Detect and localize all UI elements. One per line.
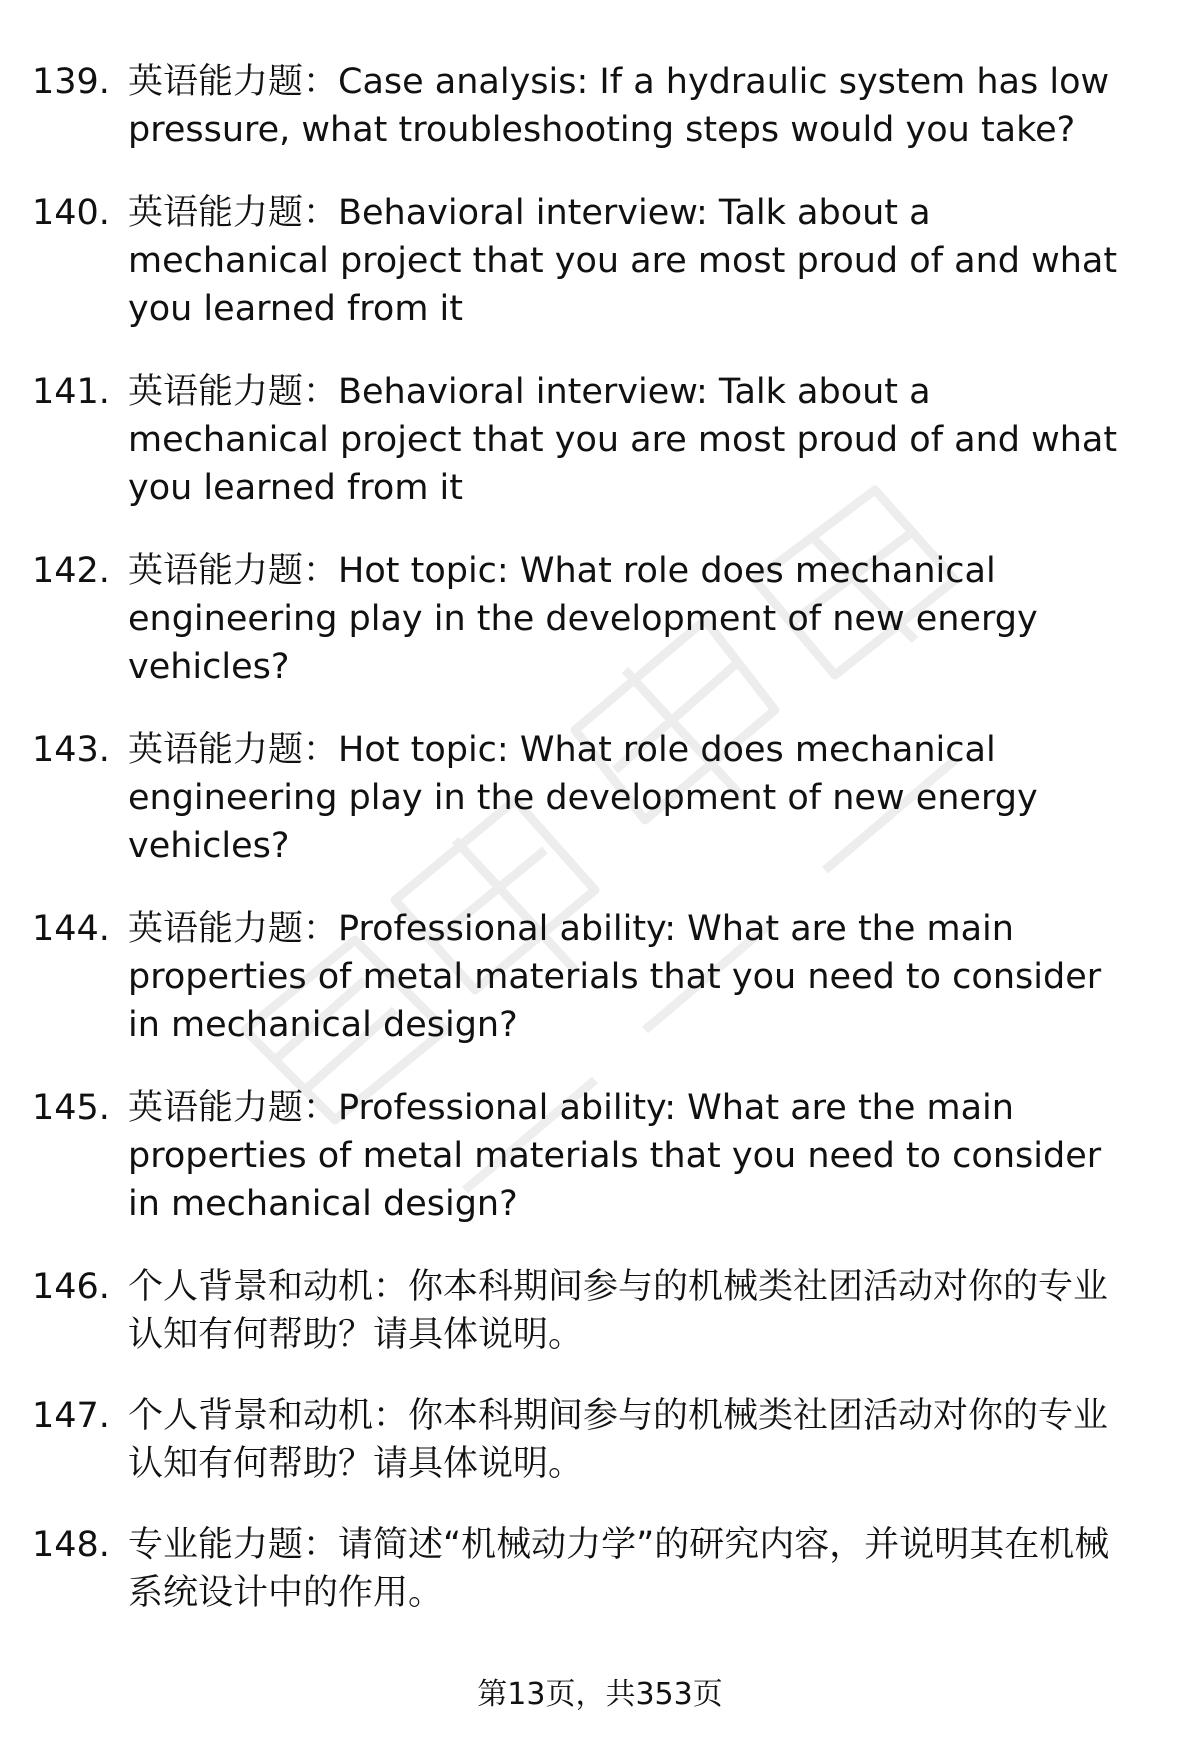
question-category: 英语能力题：	[128, 730, 339, 770]
question-item	[0, 58, 1200, 154]
question-list	[0, 58, 1200, 1650]
question-number: 146.	[32, 1267, 110, 1307]
question-text: 你本科期间参与的机械类社团活动对你的专业认知有何帮助？请具体说明。	[128, 1396, 1109, 1484]
question-text: Behavioral interview: Talk about a mechanical project that you are most proud of and what you learned from it	[128, 372, 1118, 508]
question-category: 个人背景和动机：	[128, 1396, 409, 1436]
question-number: 143.	[32, 730, 110, 770]
question-category: 英语能力题：	[128, 372, 339, 412]
question-number: 148.	[32, 1525, 110, 1565]
question-text: Hot topic: What role does mechanical engineering play in the development of new energy vehicles?	[128, 551, 1038, 687]
question-text: Professional ability: What are the main properties of metal materials that you need to consider in mechanical design?	[128, 909, 1102, 1045]
question-number: 140.	[32, 193, 110, 233]
question-item	[0, 1084, 1200, 1228]
page-number-footer: 第13页，共353页	[477, 1677, 723, 1712]
question-number: 139.	[32, 62, 110, 102]
question-text: 你本科期间参与的机械类社团活动对你的专业认知有何帮助？请具体说明。	[128, 1267, 1109, 1355]
question-item	[0, 905, 1200, 1049]
question-item	[0, 368, 1200, 512]
question-category: 英语能力题：	[128, 1088, 339, 1128]
question-item	[0, 726, 1200, 870]
question-text: Case analysis: If a hydraulic system has low pressure, what troubleshooting steps would you take?	[128, 62, 1110, 150]
question-item	[0, 547, 1200, 691]
question-item	[0, 1392, 1200, 1488]
question-text: 请简述“机械动力学”的研究内容，并说明其在机械系统设计中的作用。	[128, 1525, 1110, 1613]
question-category: 英语能力题：	[128, 909, 339, 949]
question-item	[0, 189, 1200, 333]
question-category: 英语能力题：	[128, 551, 339, 591]
question-category: 英语能力题：	[128, 193, 339, 233]
question-number: 147.	[32, 1396, 110, 1436]
question-number: 145.	[32, 1088, 110, 1128]
question-text: Professional ability: What are the main properties of metal materials that you need to consider in mechanical design?	[128, 1088, 1102, 1224]
question-number: 144.	[32, 909, 110, 949]
question-item	[0, 1521, 1200, 1617]
question-item	[0, 1263, 1200, 1359]
question-category: 个人背景和动机：	[128, 1267, 409, 1307]
question-number: 142.	[32, 551, 110, 591]
question-category: 专业能力题：	[128, 1525, 339, 1565]
question-text: Hot topic: What role does mechanical engineering play in the development of new energy vehicles?	[128, 730, 1038, 866]
question-text: Behavioral interview: Talk about a mechanical project that you are most proud of and what you learned from it	[128, 193, 1118, 329]
question-number: 141.	[32, 372, 110, 412]
question-category: 英语能力题：	[128, 62, 339, 102]
